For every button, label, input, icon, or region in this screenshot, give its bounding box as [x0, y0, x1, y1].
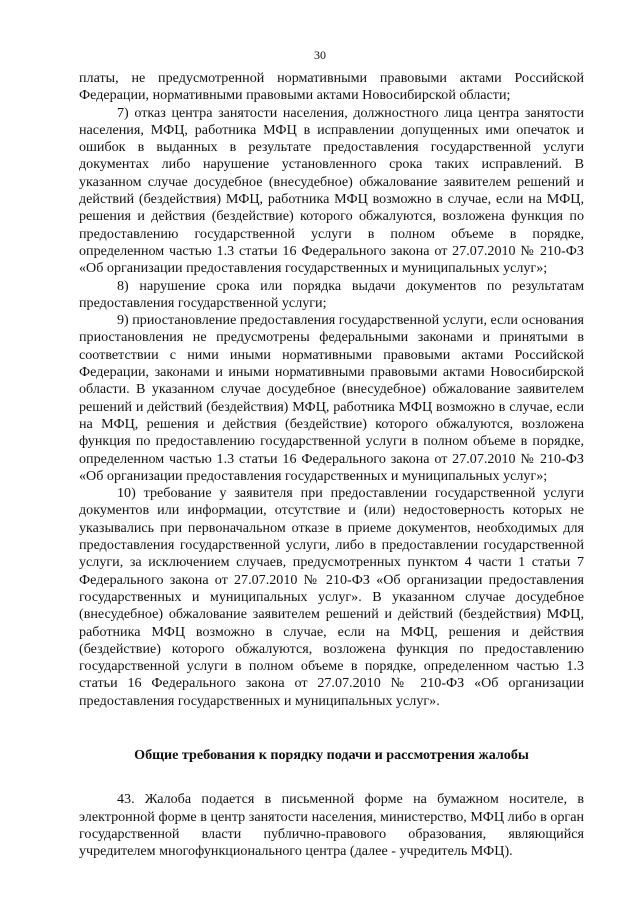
paragraph-item10: 10) требование у заявителя при предоставлении государственной услуги документов или информации, отсутствие и (или) недостоверность которых не указывались при первоначальном отказе в приеме документов, необходимых для предоставления государственной услуги, либо в предоставлении государственной услуги, за исключением случаев, предусмотренных пунктом 4 части 1 статьи 7 Федерального закона от 27.07.2010 № 210-ФЗ «Об организации предоставления государственных и муниципальных услуг». В указанном случае досудебное (внесудебное) обжалование заявителем решений и действий (бездействия) МФЦ, работника МФЦ возможно в случае, если на МФЦ, решения и действия (бездействие) которого обжалуются, возложена функция по предоставлению государственной услуги в полном объеме в порядке, определенном частью 1.3 статьи 16 Федерального закона от 27.07.2010 № 210-ФЗ «Об организации предоставления государственных и муниципальных услуг». [79, 485, 584, 709]
paragraph-cont: платы, не предусмотренной нормативными правовыми актами Российской Федерации, нормативными правовыми актами Новосибирской области; [79, 70, 584, 104]
paragraph-list-before [79, 70, 584, 710]
paragraph-item7: 7) отказ центра занятости населения, должностного лица центра занятости населения, МФЦ, работника МФЦ в исправлении допущенных ими опечаток и ошибок в выданных в результате предоставления государственной услуги документах либо нарушение установленного срока таких исправлений. В указанном случае досудебное (внесудебное) обжалование заявителем решений и действий (бездействия) МФЦ, работника МФЦ возможно в случае, если на МФЦ, решения и действия (бездействие) которого обжалуются, возложена функция по предоставлению государственной услуги в полном объеме в порядке, определенном частью 1.3 статьи 16 Федерального закона от 27.07.2010 № 210-ФЗ «Об организации предоставления государственных и муниципальных услуг»; [79, 104, 584, 277]
paragraph-item43: 43. Жалоба подается в письменной форме на бумажном носителе, в электронной форме в центр занятости населения, министерство, МФЦ либо в орган государственной власти публично-правового образования, являющийся учредителем многофункционального центра (далее - учредитель МФЦ). [79, 791, 584, 860]
paragraph-list-after [79, 791, 584, 860]
section-heading: Общие требования к порядку подачи и рассмотрения жалобы [134, 746, 529, 763]
page-number: 30 [314, 48, 326, 62]
paragraph-item9: 9) приостановление предоставления государственной услуги, если основания приостановления не предусмотрены федеральными законами и принятыми в соответствии с ними иными нормативными правовыми актами Российской Федерации, законами и иными нормативными правовыми актами Новосибирской области. В указанном случае досудебное (внесудебное) обжалование заявителем решений и действий (бездействия) МФЦ, работника МФЦ возможно в случае, если на МФЦ, решения и действия (бездействие) которого обжалуются, возложена функция по предоставлению государственной услуги в полном объеме в порядке, определенном частью 1.3 статьи 16 Федерального закона от 27.07.2010 № 210-ФЗ «Об организации предоставления государственных и муниципальных услуг»; [79, 312, 584, 484]
page-content [79, 70, 584, 860]
paragraph-item8: 8) нарушение срока или порядка выдачи документов по результатам предоставления государственной услуги; [79, 277, 584, 311]
